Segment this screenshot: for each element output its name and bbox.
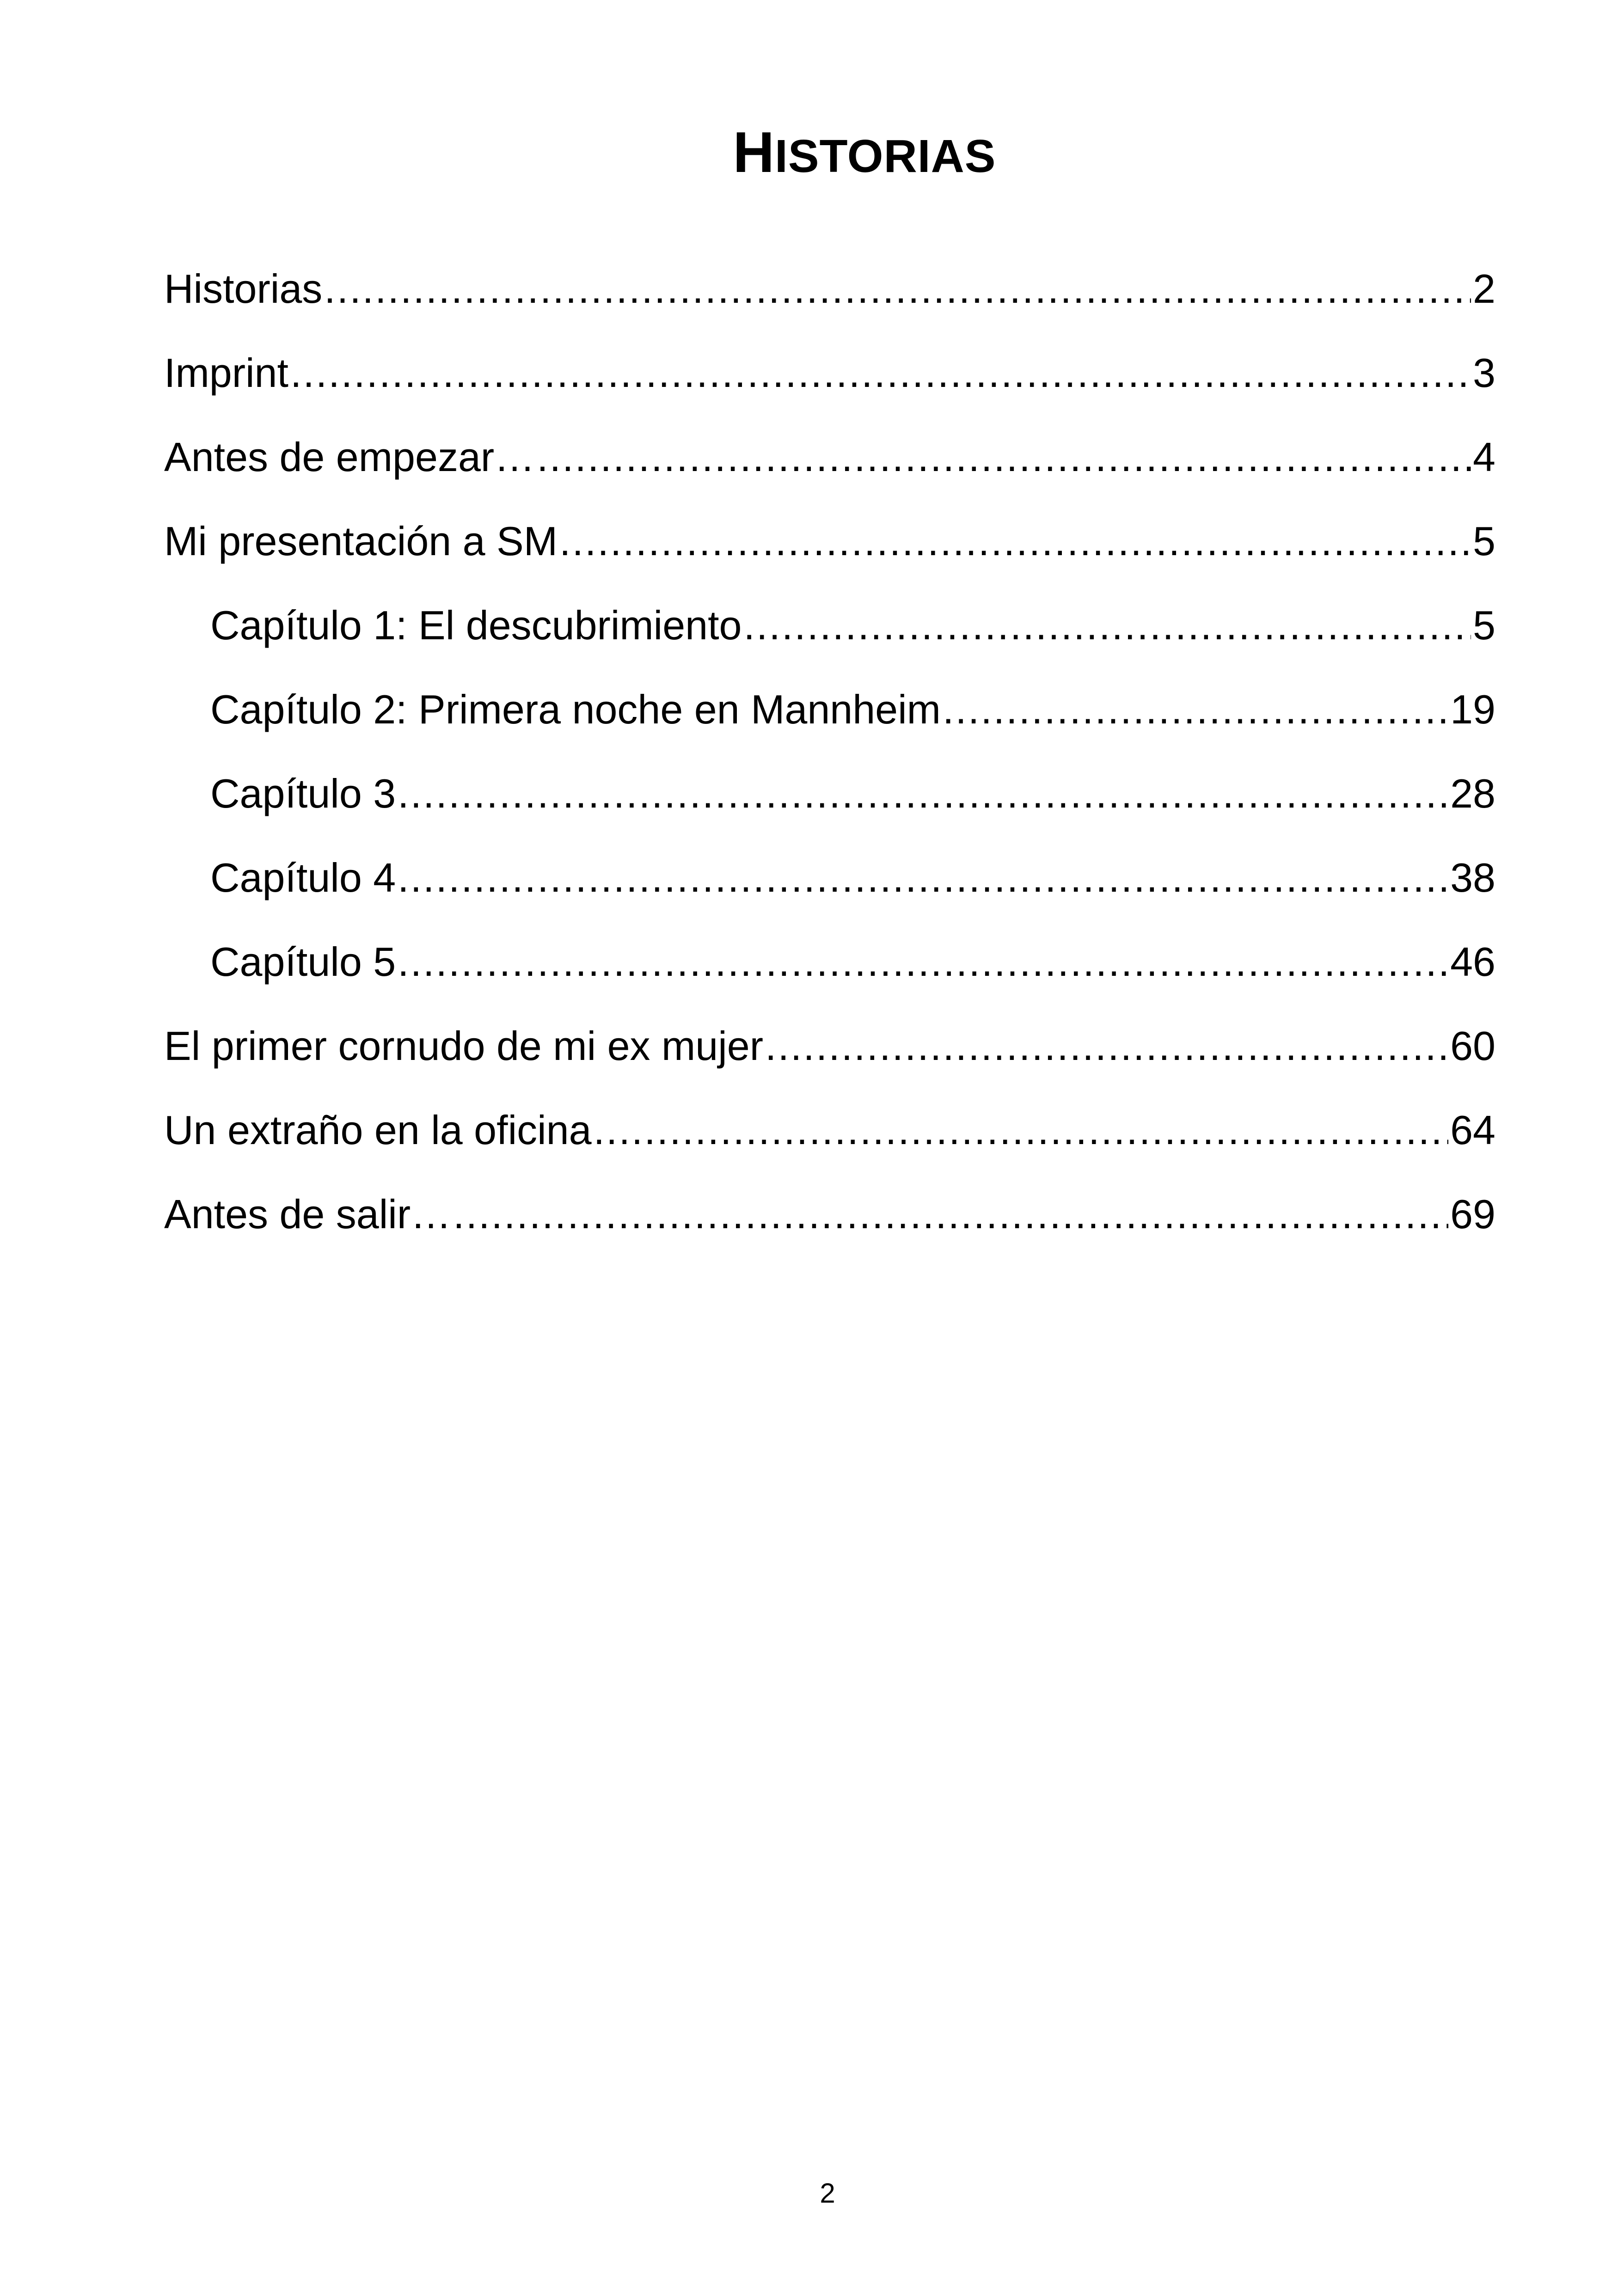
toc-entry-label: Antes de empezar… <box>164 434 535 480</box>
toc-entry-label: Historias <box>164 266 323 312</box>
dot-leader <box>398 759 1448 828</box>
dot-leader <box>324 254 1471 324</box>
dot-leader <box>398 927 1448 997</box>
toc-entry-page: 5 <box>1473 518 1495 564</box>
page-title <box>0 118 1618 191</box>
toc-subentry[interactable] <box>164 843 1495 927</box>
toc-entry-label: Capítulo 5 <box>210 939 396 985</box>
toc-subentry[interactable] <box>164 759 1495 843</box>
toc-subentry[interactable] <box>164 927 1495 1011</box>
dot-leader <box>594 1096 1449 1165</box>
toc-entry-label: Capítulo 3 <box>210 771 396 816</box>
toc-entry-page: 46 <box>1450 939 1495 985</box>
toc-entry[interactable] <box>164 254 1495 338</box>
toc-entry[interactable] <box>164 1096 1495 1180</box>
dot-leader <box>537 422 1471 492</box>
table-of-contents <box>164 254 1495 1264</box>
dot-leader <box>765 1011 1448 1081</box>
toc-entry-label: Un extraño en la oficina <box>164 1107 592 1153</box>
toc-entry-page: 38 <box>1450 855 1495 900</box>
toc-subentry[interactable] <box>164 591 1495 675</box>
toc-entry-page: 5 <box>1473 602 1495 648</box>
toc-entry-label: Capítulo 1: El descubrimiento <box>210 602 742 648</box>
title-rest: ISTORIAS <box>775 130 996 182</box>
toc-entry[interactable] <box>164 338 1495 422</box>
toc-entry-label: Imprint <box>164 350 288 396</box>
page-number: 2 <box>820 2178 835 2209</box>
toc-entry-page: 3 <box>1473 350 1495 396</box>
toc-subentry[interactable] <box>164 675 1495 759</box>
toc-entry-label: Mi presentación a SM <box>164 518 558 564</box>
toc-entry-page: 69 <box>1450 1191 1495 1237</box>
toc-entry-label: Capítulo 2: Primera noche en Mannheim <box>210 686 941 732</box>
toc-entry-page: 4 <box>1473 434 1495 480</box>
toc-entry-page: 28 <box>1450 771 1495 816</box>
toc-entry-page: 2 <box>1473 266 1495 312</box>
toc-entry-label: El primer cornudo de mi ex mujer <box>164 1023 764 1069</box>
toc-entry-page: 64 <box>1450 1107 1495 1153</box>
dot-leader <box>559 507 1471 576</box>
dot-leader <box>744 591 1471 660</box>
toc-entry-page: 60 <box>1450 1023 1495 1069</box>
toc-entry-label: Capítulo 4 <box>210 855 396 900</box>
toc-entry[interactable] <box>164 1011 1495 1096</box>
toc-entry-label: Antes de salir… <box>164 1191 452 1237</box>
toc-entry-page: 19 <box>1450 686 1495 732</box>
toc-entry[interactable] <box>164 422 1495 507</box>
toc-entry[interactable] <box>164 507 1495 591</box>
dot-leader <box>398 843 1448 912</box>
dot-leader <box>290 338 1471 408</box>
toc-entry[interactable] <box>164 1180 1495 1264</box>
dot-leader <box>943 675 1448 744</box>
title-first-letter: H <box>733 121 775 184</box>
dot-leader <box>453 1180 1448 1249</box>
